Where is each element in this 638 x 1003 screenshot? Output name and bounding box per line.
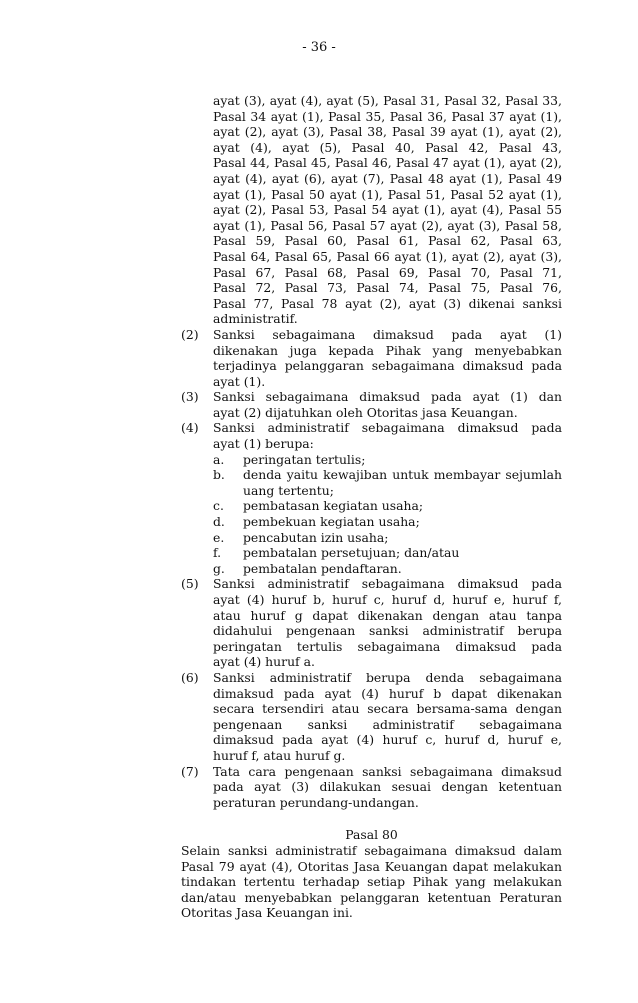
text-line: Pasal 59, Pasal 60, Pasal 61, Pasal 62, Pasal 63, xyxy=(213,233,562,249)
sub-item-text xyxy=(243,530,562,546)
sub-item xyxy=(213,498,562,514)
ayat-text xyxy=(213,420,562,451)
text-line: uang tertentu; xyxy=(243,482,334,498)
sub-item-letter: g. xyxy=(213,560,225,576)
sub-item-text xyxy=(243,498,562,514)
ayat-text xyxy=(213,576,562,670)
text-line: dikenakan juga kepada Pihak yang menyebabkan xyxy=(213,342,562,358)
text-line: peringatan tertulis; xyxy=(243,451,366,467)
text-line: tindakan tertentu terhadap setiap Pihak yang melakukan xyxy=(181,874,562,890)
text-line: ayat (1), Pasal 50 ayat (1), Pasal 51, Pasal 52 ayat (1), xyxy=(213,186,562,202)
sub-item xyxy=(213,514,562,530)
text-line: Sanksi administratif berupa denda sebagaimana xyxy=(213,669,562,685)
sub-item-text xyxy=(243,514,562,530)
ayat-item xyxy=(181,327,562,389)
sub-item-letter: a. xyxy=(213,451,225,467)
text-line: Pasal 44, Pasal 45, Pasal 46, Pasal 47 ayat (1), ayat (2), xyxy=(213,155,562,171)
text-line: ayat (1). xyxy=(213,373,266,389)
continuation-text xyxy=(213,93,562,327)
ayat-item xyxy=(181,389,562,420)
ayat-number: (7) xyxy=(181,763,199,779)
text-line: ayat (2), ayat (3), Pasal 38, Pasal 39 ayat (1), ayat (2), xyxy=(213,124,562,140)
text-line: ayat (1) berupa: xyxy=(213,436,314,452)
ayat-number: (2) xyxy=(181,326,199,342)
text-line: secara tersendiri atau secara bersama-sama dengan xyxy=(213,701,562,717)
text-line: denda yaitu kewajiban untuk membayar sejumlah xyxy=(243,467,562,483)
text-line: terjadinya pelanggaran sebagaimana dimaksud pada xyxy=(213,358,562,374)
text-line: ayat (1), Pasal 56, Pasal 57 ayat (2), ayat (3), Pasal 58, xyxy=(213,217,562,233)
text-line: ayat (2) dijatuhkan oleh Otoritas jasa Keuangan. xyxy=(213,404,518,420)
text-line: ayat (4), ayat (5), Pasal 40, Pasal 42, Pasal 43, xyxy=(213,139,562,155)
text-line: peringatan tertulis sebagaimana dimaksud pada xyxy=(213,638,562,654)
document-body xyxy=(181,93,562,921)
sub-item xyxy=(213,561,562,577)
text-line: dimaksud pada ayat (4) huruf b dapat dikenakan xyxy=(213,685,562,701)
page-number: - 36 - xyxy=(302,40,336,55)
text-line: Pasal 67, Pasal 68, Pasal 69, Pasal 70, Pasal 71, xyxy=(213,264,562,280)
sub-item-letter: e. xyxy=(213,529,225,545)
text-line: atau huruf g dapat dikenakan dengan atau tanpa xyxy=(213,607,562,623)
text-line: pengenaan sanksi administratif sebagaimana xyxy=(213,716,562,732)
text-line: Sanksi sebagaimana dimaksud pada ayat (1) dan xyxy=(213,389,562,405)
text-line: pembatasan kegiatan usaha; xyxy=(243,498,424,514)
sub-item-text xyxy=(243,561,562,577)
text-line: Sanksi administratif sebagaimana dimaksud pada xyxy=(213,420,562,436)
sub-item xyxy=(213,545,562,561)
text-line: Tata cara pengenaan sanksi sebagaimana dimaksud xyxy=(213,763,562,779)
sub-item xyxy=(213,530,562,546)
text-line: dan/atau menyebabkan pelanggaran ketentuan Peraturan xyxy=(181,889,562,905)
ayat-item xyxy=(181,764,562,811)
text-line: Pasal 77, Pasal 78 ayat (2), ayat (3) dikenai sanksi xyxy=(213,295,562,311)
ayat-number: (3) xyxy=(181,389,199,405)
ayat-text xyxy=(213,764,562,811)
text-line: administratif. xyxy=(213,311,298,327)
ayat-number: (6) xyxy=(181,669,199,685)
text-line: Sanksi administratif sebagaimana dimaksud pada xyxy=(213,576,562,592)
ayat-item xyxy=(181,670,562,764)
continuation-paragraph xyxy=(181,93,562,327)
ayat-item xyxy=(181,420,562,576)
sub-item xyxy=(213,467,562,498)
text-line: peraturan perundang-undangan. xyxy=(213,794,419,810)
sub-item-letter: c. xyxy=(213,498,224,514)
text-line: Sanksi sebagaimana dimaksud pada ayat (1) xyxy=(213,326,562,342)
text-line: ayat (4) huruf b, huruf c, huruf d, huruf e, huruf f, xyxy=(213,592,562,607)
text-line: pencabutan izin usaha; xyxy=(243,529,389,545)
text-line: pembatalan persetujuan; dan/atau xyxy=(243,545,460,561)
sub-item-letter: d. xyxy=(213,514,225,530)
sub-item-letter: b. xyxy=(213,467,225,483)
ayat-number: (4) xyxy=(181,420,199,436)
text-line: Pasal 72, Pasal 73, Pasal 74, Pasal 75, Pasal 76, xyxy=(213,280,562,296)
text-line: ayat (3), ayat (4), ayat (5), Pasal 31, Pasal 32, Pasal 33, xyxy=(213,93,562,108)
sub-item-letter: f. xyxy=(213,545,222,561)
ayat-text xyxy=(213,327,562,389)
text-line: Pasal 79 ayat (4), Otoritas Jasa Keuangan dapat melakukan xyxy=(181,858,562,874)
text-line: ayat (4) huruf a. xyxy=(213,654,315,670)
pasal-80-title: Pasal 80 xyxy=(345,827,398,843)
text-line: didahului pengenaan sanksi administratif berupa xyxy=(213,623,562,639)
sub-item-text xyxy=(243,452,562,468)
ayat-text xyxy=(213,389,562,420)
text-line: pembekuan kegiatan usaha; xyxy=(243,514,420,530)
ayat-item xyxy=(181,576,562,670)
pasal-80-paragraph xyxy=(181,843,562,921)
sub-item-text xyxy=(243,545,562,561)
text-line: ayat (2), Pasal 53, Pasal 54 ayat (1), ayat (4), Pasal 55 xyxy=(213,202,562,218)
ayat-text xyxy=(213,670,562,764)
text-line: huruf f, atau huruf g. xyxy=(213,747,346,763)
ayat-number: (5) xyxy=(181,576,199,592)
text-line: Pasal 64, Pasal 65, Pasal 66 ayat (1), ayat (2), ayat (3), xyxy=(213,248,562,264)
text-line: pada ayat (3) dilakukan sesuai dengan ketentuan xyxy=(213,779,562,795)
sub-item xyxy=(213,452,562,468)
text-line: Otoritas Jasa Keuangan ini. xyxy=(181,905,353,921)
text-line: Selain sanksi administratif sebagaimana dimaksud dalam xyxy=(181,842,562,858)
text-line: ayat (4), ayat (6), ayat (7), Pasal 48 ayat (1), Pasal 49 xyxy=(213,170,562,186)
text-line: Pasal 34 ayat (1), Pasal 35, Pasal 36, Pasal 37 ayat (1), xyxy=(213,108,562,124)
text-line: pembatalan pendaftaran. xyxy=(243,560,402,576)
sub-item-text xyxy=(243,467,562,498)
text-line: dimaksud pada ayat (4) huruf c, huruf d, huruf e, xyxy=(213,732,562,748)
article-items xyxy=(181,327,562,810)
